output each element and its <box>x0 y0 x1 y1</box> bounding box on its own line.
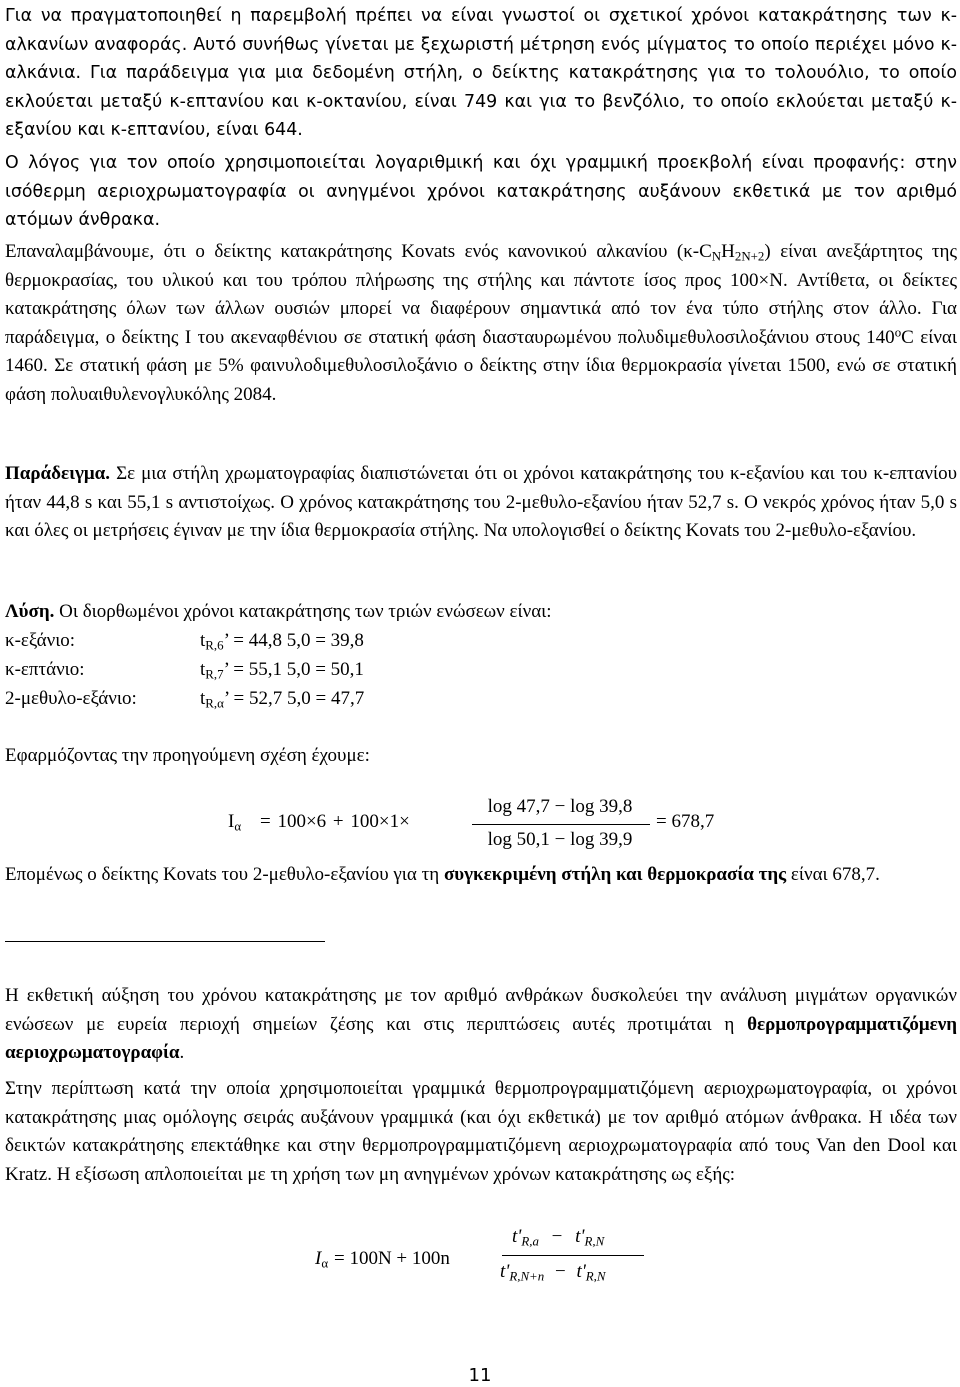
conclusion-text-a: Επομένως ο δείκτης Kovats του 2-μεθυλο-εξανίου για τη <box>5 864 444 885</box>
t-subscript: R,α <box>205 695 224 711</box>
compound-name: κ-εξάνιο: <box>5 630 76 651</box>
t-subscript: R,a <box>521 1233 539 1249</box>
kovats-text-2: H <box>721 241 735 262</box>
equation-denominator: log 50,1 − log 39,9 <box>487 829 633 850</box>
t-subscript: R,N+n <box>509 1268 545 1284</box>
minus-sign: − <box>551 1226 563 1247</box>
fraction-bar <box>472 824 650 825</box>
example-label: Παράδειγμα. <box>5 463 111 484</box>
temp-program-paragraph-1 <box>5 982 957 1068</box>
t-subscript: R,7 <box>205 666 224 682</box>
index-subscript: α <box>321 1255 329 1271</box>
kovats-text-5: C είναι 1460. Σε στατική φάση με 5% φαινυλοδιμεθυλοσιλοξάνιο ο δείκτης στην ίδια θερμοκρασία γίνεται 1500, ενώ σε στατική φάση πολυαιθυλενογλυκόλης 2084. <box>5 326 957 405</box>
kovats-sub-2n2: 2N+2 <box>734 248 765 264</box>
equation-middle: = 100×6 + 100×1× <box>260 811 410 832</box>
kovats-paragraph <box>5 238 957 409</box>
corrected-time-row <box>5 685 364 713</box>
t-subscript: R,6 <box>205 637 224 653</box>
times-symbol: × <box>758 269 770 291</box>
t-prime-symbol: t' <box>500 1261 510 1282</box>
degree-symbol: ο <box>894 324 902 340</box>
time-expression: ’ = 44,8 5,0 = 39,8 <box>223 630 364 651</box>
index-subscript: α <box>234 818 242 834</box>
temp-bold-term: θερμοπρογραμματιζόμενη αεριοχρωματογραφία <box>5 1013 957 1063</box>
equation-numerator: log 47,7 − log 39,8 <box>487 796 633 817</box>
time-expression: ’ = 55,1 5,0 = 50,1 <box>223 659 364 680</box>
equation2-middle: = 100N + 100n <box>334 1248 450 1269</box>
t-subscript: R,N <box>584 1233 605 1249</box>
kovats-sub-n: N <box>711 248 722 264</box>
compound-name: κ-επτάνιο: <box>5 659 85 680</box>
apply-line: Εφαρμόζοντας την προηγούμενη σχέση έχουμε: <box>5 745 370 766</box>
conclusion-bold: συγκεκριμένη στήλη και θερμοκρασία της <box>443 864 787 885</box>
intro-paragraph-2: Ο λόγος για τον οποίο χρησιμοποιείται λογαριθμική και όχι γραμμική προεκβολή είναι προφανής: στην ισόθερμη αεριοχρωματογραφία οι ανηγμένοι χρόνοι κατακράτησης αυξάνουν εκθετικά με τον αριθμό ατόμων άνθρακα. <box>5 153 957 230</box>
equation-result: = 678,7 <box>656 811 715 832</box>
time-expression: ’ = 52,7 5,0 = 47,7 <box>223 688 365 709</box>
equation2-numerator <box>500 1226 650 1248</box>
intro-paragraph-1: Για να πραγματοποιηθεί η παρεμβολή πρέπει να είναι γνωστοί οι σχετικοί χρόνοι κατακράτησης των κ-αλκανίων αναφοράς. Αυτό συνήθως γίνεται με ξεχωριστή μέτρηση ενός μίγματος το οποίο περιέχει μόνο κ-αλκάνια. Για παράδειγμα για μια δεδομένη στήλη, ο δείκτης κατακράτησης για το τολουόλιο, το οποίο εκλούεται μεταξύ κ-επτανίου και κ-οκτανίου, είναι 749 και για το βενζόλιο, το οποίο εκλούεται μεταξύ κ-εξανίου και κ-επτανίου, είναι 644. <box>5 6 957 140</box>
t-prime-symbol: t' <box>576 1261 586 1282</box>
index-symbol: I <box>315 1248 322 1269</box>
solution-intro <box>5 598 957 627</box>
equation2-lhs <box>315 1248 328 1270</box>
corrected-time-row <box>5 656 364 684</box>
corrected-time-row <box>5 627 364 655</box>
t-symbol: t <box>200 688 206 709</box>
solution-text: Οι διορθωμένοι χρόνοι κατακράτησης των τριών ενώσεων είναι: <box>54 601 552 622</box>
t-symbol: t <box>200 659 206 680</box>
page-number: 11 <box>468 1365 492 1386</box>
example-text: Σε μια στήλη χρωματογραφίας διαπιστώνεται ότι οι χρόνοι κατακράτησης του κ-εξανίου και του κ-επτανίου ήταν 44,8 s και 55,1 s αντιστοίχως. Ο χρόνος κατακράτησης του 2-μεθυλο-εξανίου ήταν 52,7 s. Ο νεκρός χρόνος ήταν 5,0 s και όλες οι μετρήσεις έγιναν με την ίδια θερμοκρασία στήλης. Να υπολογισθεί ο δείκτης Kovats του 2-μεθυλο-εξανίου. <box>5 463 957 541</box>
fraction-bar <box>502 1255 644 1256</box>
equation-lhs <box>228 811 241 833</box>
equation2-denominator <box>500 1261 650 1283</box>
section-divider <box>5 941 325 942</box>
t-symbol: t <box>200 630 206 651</box>
index-symbol: I <box>228 811 235 832</box>
solution-label: Λύση. <box>5 601 55 622</box>
temp-text-a: Η εκθετική αύξηση του χρόνου κατακράτησης με τον αριθμό ανθράκων δυσκολεύει την ανάλυση μιγμάτων οργανικών ενώσεων με ευρεία περιοχή σημείων ζέσης και στις περιπτώσεις αυτές προτιμάται η <box>5 985 957 1035</box>
compound-name: 2-μεθυλο-εξάνιο: <box>5 688 137 709</box>
kovats-text-4: N. Αντίθετα, οι δείκτες κατακράτησης όλων των άλλων ουσιών μπορεί να διαφέρουν σημαντικά από τον ένα τύπο στήλης στον άλλο. Για παράδειγμα, ο δείκτης Ι του ακεναφθένιου σε στατική φάση διασταυρωμένου πολυδιμεθυλοσιλοξάνιου στους 140 <box>5 269 958 348</box>
temp-text-c: . <box>179 1042 185 1063</box>
conclusion-text-c: είναι 678,7. <box>786 864 880 885</box>
kovats-text-1: Επαναλαμβάνουμε, ότι ο δείκτης κατακράτησης Kovats ενός κανονικού αλκανίου (κ-C <box>5 241 712 262</box>
t-subscript: R,N <box>585 1268 606 1284</box>
minus-sign: − <box>554 1261 566 1282</box>
temp-program-paragraph-2: Στην περίπτωση κατά την οποία χρησιμοποιείται γραμμικά θερμοπρογραμματιζόμενη αεριοχρωματογραφία, οι χρόνοι κατακράτησης μιας ομόλογης σειράς αυξάνουν γραμμικά (και όχι εκθετικά) με τον αριθμό ατόμων άνθρακα. Η ιδέα των δεικτών κατακράτησης επεκτάθηκε και στην θερμοπρογραμματιζόμενη αεριοχρωματογραφία από τους Van den Dool και Kratz. Η εξίσωση απλοποιείται με τη χρήση των μη ανηγμένων χρόνων κατακράτησης ως εξής: <box>5 1078 957 1185</box>
example-paragraph <box>5 460 957 546</box>
kovats-text-3: ) είναι ανεξάρτητος της θερμοκρασίας, του υλικού και του τρόπου πλήρωσης της στήλης και πάντοτε ίσος προς 100 <box>5 241 957 291</box>
conclusion-paragraph <box>5 861 957 890</box>
t-prime-symbol: t' <box>512 1226 522 1247</box>
t-prime-symbol: t' <box>575 1226 585 1247</box>
